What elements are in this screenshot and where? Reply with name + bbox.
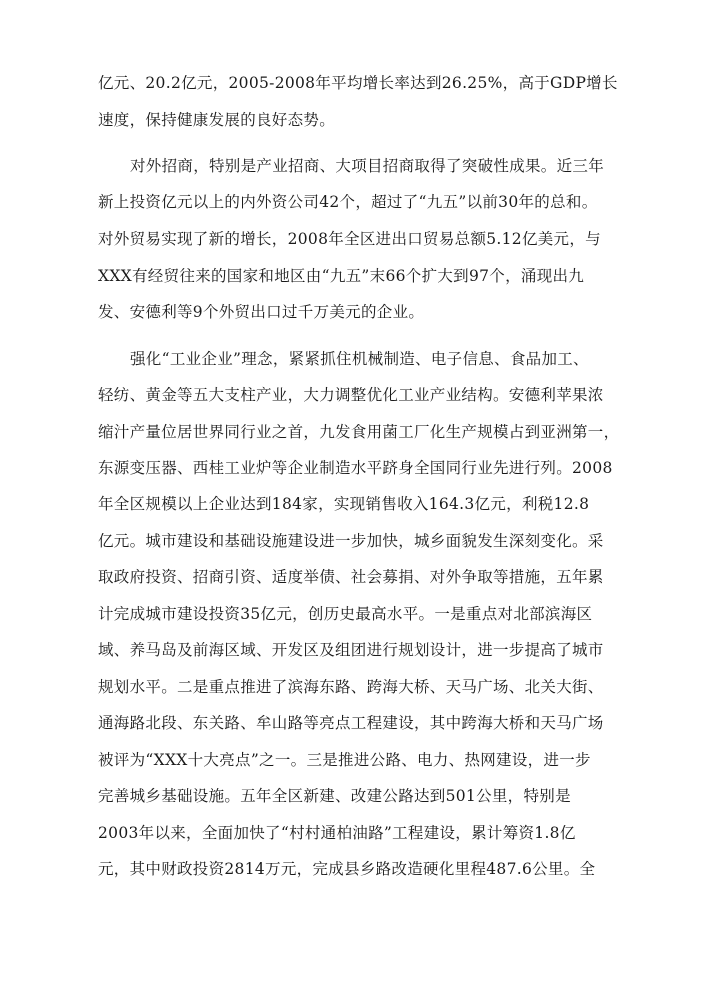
text-line: 被评为“XXX十大亮点”之一。三是推进公路、电力、热网建设，进一步 xyxy=(98,751,591,769)
text-line: 通海路北段、东关路、牟山路等亮点工程建设，其中跨海大桥和天马广场 xyxy=(98,714,604,732)
text-line: 2003年以来，全面加快了“村村通柏油路”工程建设，累计筹资1.8亿 xyxy=(98,824,576,842)
text-line: 完善城乡基础设施。五年全区新建、改建公路达到501公里，特别是 xyxy=(98,787,571,805)
text-line: 年全区规模以上企业达到184家，实现销售收入164.3亿元，利税12.8 xyxy=(98,495,590,513)
text-line: 取政府投资、招商引资、适度举债、社会募捐、对外争取等措施，五年累 xyxy=(98,568,604,586)
text-line: 计完成城市建设投资35亿元，创历史最高水平。一是重点对北部滨海区 xyxy=(98,605,593,623)
text-line: 亿元、20.2亿元，2005-2008年平均增长率达到26.25%，高于GDP增长 xyxy=(98,74,618,92)
text-line: 规划水平。二是重点推进了滨海东路、跨海大桥、天马广场、北关大街、 xyxy=(98,678,604,696)
text-line: 发、安德利等9个外贸出口过千万美元的企业。 xyxy=(98,303,425,321)
text-line: 域、养马岛及前海区域、开发区及组团进行规划设计，进一步提高了城市 xyxy=(98,641,604,659)
paragraph-first-line: 对外招商，特别是产业招商、大项目招商取得了突破性成果。近三年 xyxy=(130,157,605,175)
text-line: 轻纺、黄金等五大支柱产业，大力调整优化工业产业结构。安德利苹果浓 xyxy=(98,386,604,404)
paragraph-first-line: 强化“工业企业”理念，紧紧抓住机械制造、电子信息、食品加工、 xyxy=(130,350,589,368)
text-line: 对外贸易实现了新的增长，2008年全区进出口贸易总额5.12亿美元，与 xyxy=(98,230,601,248)
text-line: 亿元。城市建设和基础设施建设进一步加快，城乡面貌发生深刻变化。采 xyxy=(98,532,604,550)
text-line: 新上投资亿元以上的内外资公司42个，超过了“九五”以前30年的总和。 xyxy=(98,193,598,211)
text-line: 元，其中财政投资2814万元，完成县乡路改造硬化里程487.6公里。全 xyxy=(98,860,596,878)
text-line: 缩汁产量位居世界同行业之首，九发食用菌工厂化生产规模占到亚洲第一， xyxy=(98,423,620,441)
text-line: 东源变压器、西桂工业炉等企业制造水平跻身全国同行业先进行列。2008 xyxy=(98,459,613,477)
text-line: 速度，保持健康发展的良好态势。 xyxy=(98,111,336,129)
text-line: XXX有经贸往来的国家和地区由“九五”末66个扩大到97个，涌现出九 xyxy=(98,267,585,285)
